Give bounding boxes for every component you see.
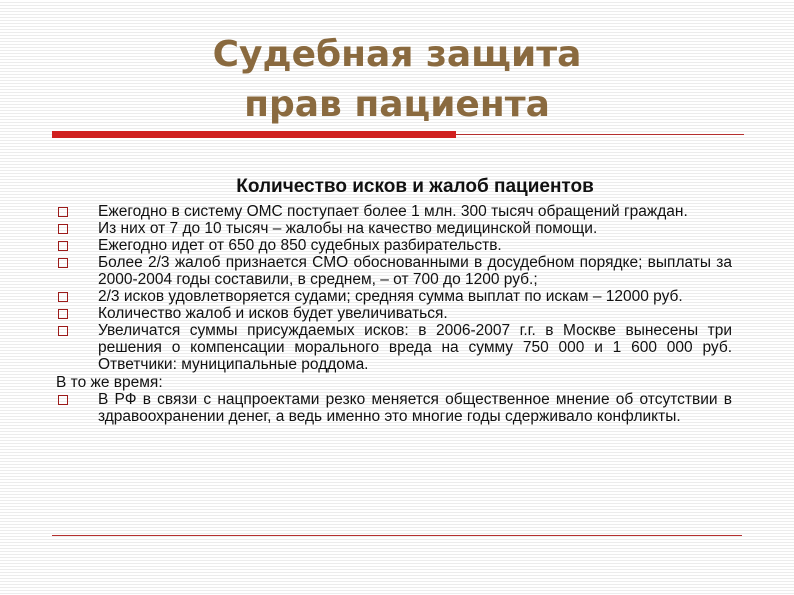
square-bullet-icon <box>58 292 68 302</box>
bullet-text: Из них от 7 до 10 тысяч – жалобы на качество медицинской помощи. <box>98 220 598 237</box>
square-bullet-icon <box>58 241 68 251</box>
slide-content <box>56 203 732 425</box>
title-divider-accent <box>52 131 456 138</box>
square-bullet-icon <box>58 207 68 217</box>
slide-subtitle: Количество исков и жалоб пациентов <box>236 176 594 197</box>
bullet-item <box>56 305 732 322</box>
bullet-item <box>56 254 732 288</box>
bullet-text: В РФ в связи с нацпроектами резко меняется общественное мнение об отсутствии в здравоохранении денег, а ведь именно это многие годы сдерживало конфликты. <box>98 391 732 425</box>
bullet-list <box>56 203 732 373</box>
slide-title <box>120 30 674 130</box>
bullet-text: Увеличатся суммы присуждаемых исков: в 2006-2007 г.г. в Москве вынесены три решения о компенсации морального вреда на сумму 750 000 и 1 600 000 руб. Ответчики: муниципальные роддома. <box>98 322 732 373</box>
square-bullet-icon <box>58 395 68 405</box>
bullet-text: Ежегодно идет от 650 до 850 судебных разбирательств. <box>98 237 502 254</box>
bullet-text: 2/3 исков удовлетворяется судами; средняя сумма выплат по искам – 12000 руб. <box>98 288 683 305</box>
square-bullet-icon <box>58 326 68 336</box>
slide-title-line-2: прав пациента <box>244 84 550 125</box>
bullet-text: Количество жалоб и исков будет увеличиваться. <box>98 305 448 322</box>
slide-title-line-1: Судебная защита <box>212 34 582 75</box>
bullet-item <box>56 237 732 254</box>
square-bullet-icon <box>58 258 68 268</box>
footer-divider <box>52 535 742 536</box>
bullet-item <box>56 220 732 237</box>
bullet-item <box>56 391 732 425</box>
bullet-item <box>56 322 732 373</box>
square-bullet-icon <box>58 224 68 234</box>
square-bullet-icon <box>58 309 68 319</box>
bullet-item <box>56 203 732 220</box>
bullet-text: Более 2/3 жалоб признается СМО обоснованными в досудебном порядке; выплаты за 2000-2004 годы составили, в среднем, – от 700 до 1200 руб.; <box>98 254 732 288</box>
bullet-item <box>56 288 732 305</box>
bullet-text: Ежегодно в систему ОМС поступает более 1 млн. 300 тысяч обращений граждан. <box>98 203 688 220</box>
bullet-list-secondary <box>56 391 732 425</box>
meanwhile-label: В то же время: <box>56 374 163 391</box>
